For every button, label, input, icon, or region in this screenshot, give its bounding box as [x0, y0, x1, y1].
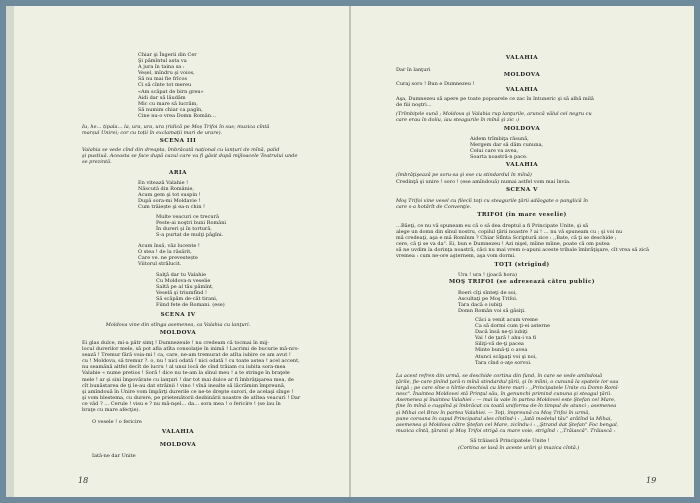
stage-line: nesc". Înaintea Moldovei stă Prinţul său, în genunchi primind cununa şi steagul ţării.: [396, 391, 612, 398]
prose-line: …Băeţi, ce nu vă spuneam eu că o să dea dreptul a fi Principate Unite, şi să: [396, 223, 589, 229]
verse-line: Să scăpăm de-cât tirani,: [156, 296, 218, 303]
speaker-trifoi: TRIFOI (în mare veselie): [477, 212, 567, 218]
stage-line: largă ; pe care sîne o hîrtie deschisă cu litere mari : ,,Principatele Unite cu Domn Romî-: [396, 385, 620, 392]
page-number: 19: [646, 476, 657, 485]
stage-line: care erau în doliu, iau steagurile în mînă şi zic :): [396, 117, 520, 124]
speaker-moldova: MOLDOVA: [159, 330, 197, 336]
verse-line: Vai ! de ţară ! ahu-i va fi: [475, 335, 537, 342]
verse-line: Saltă pe al tău pămînt,: [156, 284, 214, 291]
stage-line: şi pustiuă. Aceasta se face după cazul care vu fi găsit după mijloacele Teatrului unde: [82, 153, 298, 160]
verse-block: [458, 290, 526, 314]
verse-line: Să nu mai fie frîcos: [138, 76, 188, 83]
scene-heading: SCENA III: [159, 138, 197, 144]
verse-line: Domn Român voi să găsiţi.: [458, 308, 526, 315]
right-page: [350, 6, 694, 497]
scene-heading: SCENA V: [506, 187, 538, 193]
verse-line: «Am scăpat de birn greu»: [138, 88, 204, 95]
verse-line: Mic cu mare să lucrăm,: [138, 100, 198, 107]
prose-line: Valahie « nume pretios ! Soră ! dice nu te-am la sînul meu ! a te stringe în braţele: [82, 370, 290, 377]
prose-line: mă credeaţi, aşa e mă Romînm ? Chiar Sfînta Scriptură zice : ,,Bate, că ţi se deschide ;: [396, 235, 617, 242]
dialogue-line: Ura ! ura ! (joacă hora): [458, 272, 517, 278]
verse-line: En vitează Valahie !: [138, 180, 189, 186]
speaker-valahia: VALAHIA: [505, 55, 539, 61]
prose-line: ce văd ? … Cerule ! visu e ? nu mă-nşel… da… sora mea ! o fericire ! (se lau în: [82, 400, 281, 407]
verse-line: Tara dacă o iubiţi: [458, 302, 503, 309]
verse-line: A jura în taina sa :: [138, 64, 185, 71]
left-page: [6, 6, 350, 497]
dialogue-line: Dar în lanţuri: [396, 67, 431, 73]
prose-line: cu ! Moldova, să tremur ?. o, nu ! nici odată ! nici odată ! cu toate astea ! acel accent,: [82, 358, 300, 365]
verse-line: Chiar şi Îngerii din Cer: [138, 52, 197, 58]
verse-block: [470, 136, 543, 160]
verse-line: Aidem trîmbiţa răsună,: [470, 136, 529, 142]
verse-line: Atunci scăpaţi voi şi noi,: [475, 353, 537, 360]
prose-line: Aşa, Dumnezeu să apere pe toate popoarele ce zac în întuneric şi să albă milă: [396, 96, 594, 102]
verse-line: Veselă şi triumfînd !: [156, 290, 207, 297]
stage-line: ţările, fie-care ţinînd ţară-n mînă stindardul ţării, şi în mîini, o cunună la spatele lor sau: [396, 379, 619, 386]
stage-line: muzica cîntă, ţăranii şi Moş Trifoi strigă cu mare voie, strigînd : ,,Trăiască". Trăiască :: [396, 427, 616, 434]
verse-line: Cu Moldova-n veselie: [156, 278, 211, 285]
speaker-valahia: VALAHIA: [505, 87, 539, 93]
stage-direction: (îmbrăţişează pe soru-sa şi ese cu stindardul în mînă): [396, 172, 532, 178]
verse-block-4: [138, 243, 200, 267]
verse-line: Ascultaţi pe Moş Trifoi.: [458, 296, 518, 303]
verse-line: Minte bună-ţi o avea: [475, 347, 528, 354]
stage-line: pune coroana în capul Principatul ales cîntînd-i : ,,Iată modelul tău" arătînd la Mihai,: [396, 415, 613, 422]
stage-direction: (Cortina se lasă în aceste urări şi muzica cîntă.): [458, 445, 580, 451]
stage-direction: [396, 198, 588, 210]
stage-line: fine în mînă o cuşpînă şi îmbrăcat cu toată uniforma de-în timpul de atunci ; asemenea: [396, 403, 617, 410]
verse-line: O stea ! de la răsărit,: [138, 249, 192, 256]
verse-line: Şi pămîntul asta va: [138, 58, 187, 65]
prose-line: mele ! ar şi sini împovărate cu lanţuri ! dar tot mai dulce ar fi îmbrăţişarea mea, de: [82, 376, 294, 383]
scene-heading: SCENA IV: [160, 312, 196, 318]
prose-block: [396, 223, 649, 260]
stage-line: se prezintă.: [82, 159, 112, 166]
prose-line: alege un domn din sînul nostru, copilul ţării noastre ? ai ! … nu vă spuneam cu ; şi voi nu: [396, 229, 623, 236]
verse-line: Peste-ai noştri buni Români: [156, 220, 227, 227]
speaker-moldova: MOLDOVA: [159, 442, 197, 448]
verse-line: Dacă însă ne-ţi iubiţi: [475, 329, 528, 336]
verse-block-1: [138, 52, 216, 119]
verse-line: Să numim chiar ca pagîn,: [138, 106, 203, 113]
stage-direction: [396, 111, 592, 123]
verse-line: Cine nu-o vrea Domn Român…: [138, 112, 216, 119]
prose-line: locul durerilor mele, să pot afla atîta consolaţie în inimă ! Lacrimi de bucurie mă-nro-: [82, 346, 300, 353]
prose-line: braţe cu mare afecţie).: [82, 407, 141, 414]
stage-line: La acest refren din urmă, se deschide cortina din fund, în care se vede amîndouă: [396, 373, 603, 379]
dialogue-line: Credinţă şi unire ! soro ! (ese amîndouă) numai astfel vom mai învia.: [396, 179, 571, 185]
verse-line: Cum trăiește şi ea-n chin !: [138, 204, 206, 211]
prose-block: [82, 340, 300, 413]
prose-line: şi vom blestema, cu durere, pe prietenătorii dezbinării noastre de atîtea veacuri ! Dar: [82, 394, 301, 401]
prose-line: Ei glas dulce, mi-a pătr simţ ! Dumnezeule ! nu credeam că tocmai în mij-: [82, 340, 270, 346]
verse-line: Viitorul strălucit.: [138, 261, 182, 268]
speaker-mos-trifoi: MOŞ TRIFOI (se adresează cătru public): [448, 279, 596, 285]
stage-direction: Moldova vine din stînga asemenea, ca Valahia cu lanţuri.: [105, 322, 251, 328]
verse-line: Multe veacuri ce trecură: [156, 214, 219, 220]
prose-line: să ne uvdim la dorinţa noastră, căci nu mai vrem o-apuni aceste tribale îmbrăţişare, cît vrea să zică: [396, 247, 649, 254]
prose-line: şi amîndouă în Unire vom împărţi durerile ce ne-te drepte surori, de acelaşi sînge !: [82, 388, 294, 395]
verse-block: [475, 317, 550, 366]
verse-line: Ci să cînte tot mereu: [138, 82, 192, 89]
prose-line: cît bunăstarea de ţi le-au dat străinii ! vino ! vînă inealte să lăcrămim împreună,: [82, 382, 286, 389]
verse-line: S-a purtat de mulţi păgîni.: [156, 232, 224, 239]
stage-line: marșul Unirei; cor cu toții în exclamații mari de urare).: [82, 130, 223, 137]
verse-line: Acum gem şi tot suspin !: [138, 192, 201, 199]
verse-block-5: [156, 272, 225, 309]
speaker-valahia: VALAHIA: [161, 429, 195, 435]
speaker-valahia: VALAHIA: [505, 162, 539, 168]
aria-heading: ARIA: [169, 170, 187, 176]
verse-line: Tara cînd o-aţe sorvoi.: [475, 359, 532, 366]
dialogue-line: Curaj soro ! Bun e Dumnezeu !: [396, 81, 475, 87]
verse-line: Născută din Românie,: [138, 186, 194, 193]
stage-direction: [82, 124, 269, 136]
verse-line: Soarta noastră-n pace.: [470, 154, 528, 161]
stage-line: Iu, he… țipala… la, ura, ura, ura (ridică pe Moș Trifoi în sus; muzica cîntă: [82, 124, 270, 130]
verse-block-3: [156, 214, 226, 238]
prose-block: [396, 96, 594, 108]
verse-line: Căci a venit acum vreme: [475, 317, 538, 323]
dialogue-line: Iată-ne dar Unite: [92, 453, 136, 459]
stage-direction: [396, 373, 619, 434]
stage-line: Asemenea şi înaintea Valahiei : — mai la vale în partea Moldovei este Ştefan cel Mare,: [396, 397, 616, 404]
stage-line: şi Mihai cel Brav în partea Valahiei. — Toţi, împreună cu Moş Trifoi în urmă,: [396, 409, 590, 416]
verse-line: Care ve. ne prevestește: [138, 255, 198, 262]
speaker-toti: TOŢI (strigînd): [494, 262, 550, 268]
verse-line: Siliţi-vă de-ţi pacea: [475, 341, 524, 348]
stage-line: (Trîmbiţele sună ; Moldova şi Valahia rup lanţurile, aruncă vălul cel negru cu: [396, 111, 592, 117]
stage-line: care s-a hotărît de Convenţie.: [396, 204, 472, 211]
speaker-moldova: MOLDOVA: [503, 126, 541, 132]
verse-line: Mergem dar să dăm cununa,: [470, 142, 544, 149]
dialogue-line: O vesele ! o fericire: [92, 419, 142, 425]
verse-line: În dureri şi în tortură,: [156, 226, 212, 233]
verse-line: Ca să dormi cum ţi-ei asterne: [475, 323, 550, 330]
page-number: 18: [78, 476, 89, 485]
speaker-moldova: MOLDOVA: [503, 72, 541, 78]
verse-line: După sora-mi Moldavie !: [138, 198, 201, 205]
book-spread: [6, 6, 694, 497]
prose-line: sează ! Tremur fără voia-mi ! ca, care, ne-am tremurat de atîta iubire ce am avut !: [82, 352, 291, 359]
stage-line: Moş Trifoi vine vesel cu filecîi toţi cu steagurile ţării adăogate o panglică în: [396, 198, 589, 204]
prose-line: vremea : cum ne-ore aşternem, aşa vom dormi.: [396, 253, 516, 260]
stage-line: Valahia se vede cînd din dreapta, îmbrăcată național cu lanțuri de mînă, palid: [82, 147, 280, 153]
stage-direction: [82, 147, 297, 165]
dialogue-line: Să trăiască Principatele Unite !: [470, 438, 550, 444]
verse-line: Salţă dar tu Valahie: [156, 272, 207, 278]
verse-block-2: [138, 180, 205, 210]
verse-line: Boeri cîţi sînteţi de soi,: [458, 290, 517, 296]
verse-line: Acum însă, văz lucente !: [138, 243, 200, 249]
verse-line: Celui care va avea,: [470, 148, 519, 155]
verse-line: Aidi dar să lăudăm: [138, 94, 186, 101]
prose-line: cere, că ţi se va da". Ei, bun e Dumnezeu ! Azi nişel, mîine mîine, poate că om putea: [396, 241, 610, 248]
prose-line: nu seamănă altfel decît de lucru ! al unui locă de cînd trăiam cu iubita sora-mea: [82, 364, 286, 371]
stage-line: asemenea şi Moldova către Ştefan cel Mare, zicîndu-i : ,,Ştrand dat Ştefan" Foc bengal,: [396, 421, 619, 428]
verse-line: Fiind fete de Romani. (ese): [156, 302, 225, 309]
verse-line: Veșel, mîndru şi voios,: [138, 70, 195, 77]
prose-line: de fiii noştri…: [396, 102, 432, 109]
